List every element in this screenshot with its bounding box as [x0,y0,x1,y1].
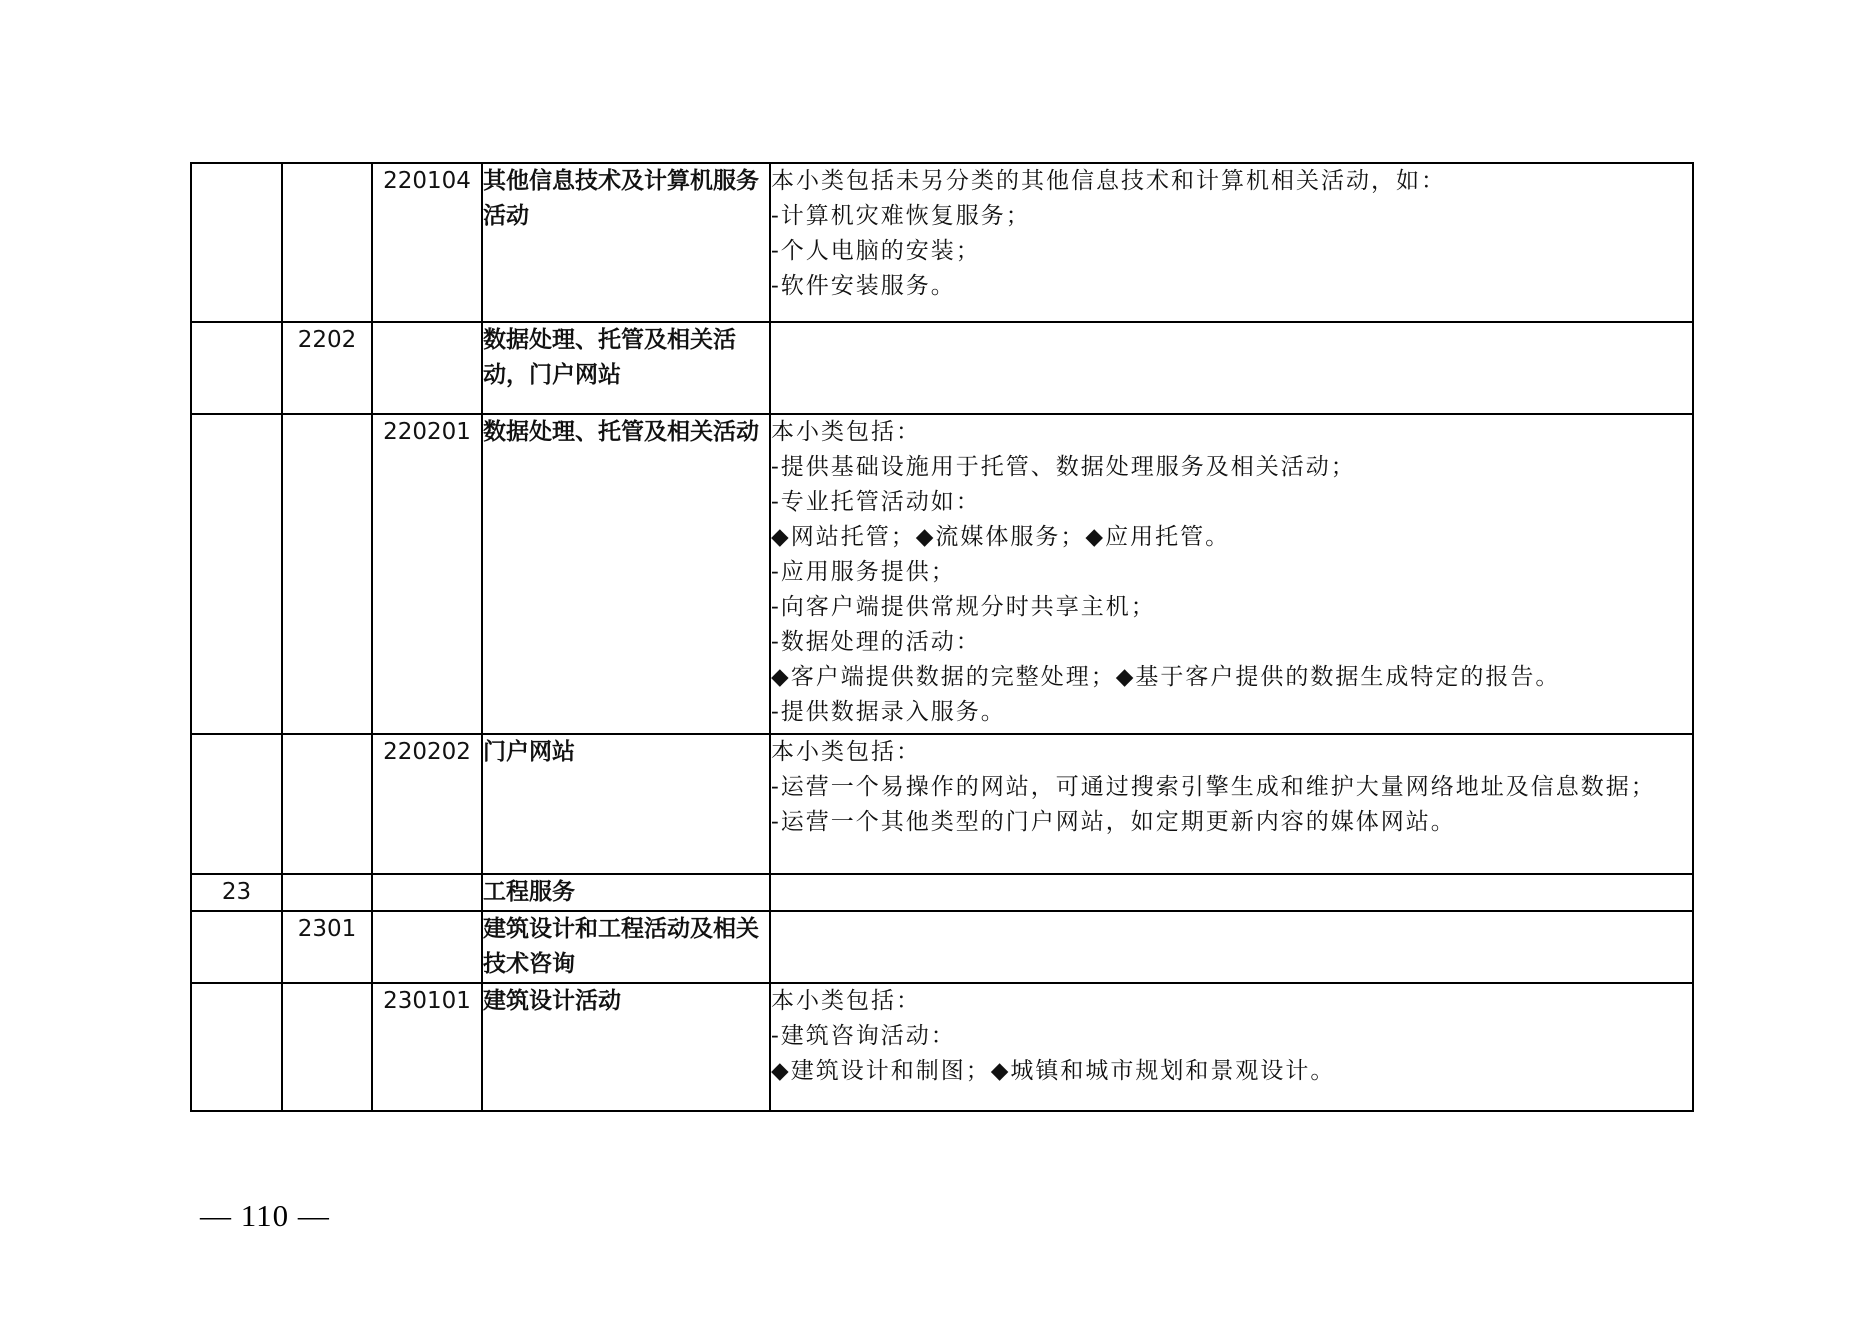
description-line: -运营一个其他类型的门户网站，如定期更新内容的媒体网站。 [771,809,1456,835]
description-cell [770,983,1693,1111]
section-code-cell [191,414,282,734]
description-line: 本小类包括： [771,739,921,765]
description-line: -应用服务提供； [771,559,956,585]
category-name-cell: 建筑设计和工程活动及相关技术咨询 [482,911,770,983]
page-number: — 110 — [200,1198,330,1233]
description-line: 本小类包括： [771,988,921,1014]
description-cell [770,911,1693,983]
description-line: -建筑咨询活动： [771,1023,956,1049]
class-code-cell: 220202 [372,734,482,874]
description-cell [770,414,1693,734]
description-line: -提供基础设施用于托管、数据处理服务及相关活动； [771,454,1356,480]
division-code-cell [282,983,372,1111]
class-code-cell: 230101 [372,983,482,1111]
description-cell [770,163,1693,322]
description-line: ◆建筑设计和制图；◆城镇和城市规划和景观设计。 [771,1058,1336,1084]
division-code-cell [282,734,372,874]
table-body [191,163,1693,1111]
table-row [191,874,1693,911]
category-name-cell: 工程服务 [482,874,770,911]
description-line: -软件安装服务。 [771,273,956,299]
description-line: ◆网站托管；◆流媒体服务；◆应用托管。 [771,524,1231,550]
description-cell [770,322,1693,414]
division-code-cell: 2202 [282,322,372,414]
description-line: -专业托管活动如： [771,489,981,515]
description-cell [770,874,1693,911]
description-line: -计算机灾难恢复服务； [771,203,1031,229]
description-line: -运营一个易操作的网站，可通过搜索引擎生成和维护大量网络地址及信息数据； [771,774,1656,800]
class-code-cell [372,874,482,911]
section-code-cell [191,163,282,322]
division-code-cell [282,163,372,322]
description-cell [770,734,1693,874]
division-code-cell [282,874,372,911]
section-code-cell [191,322,282,414]
section-code-cell [191,734,282,874]
table-row [191,322,1693,414]
description-line: -个人电脑的安装； [771,238,981,264]
division-code-cell: 2301 [282,911,372,983]
category-name-cell: 数据处理、托管及相关活动 [482,414,770,734]
class-code-cell: 220201 [372,414,482,734]
description-line: 本小类包括未另分类的其他信息技术和计算机相关活动，如： [771,168,1446,194]
section-code-cell [191,911,282,983]
table-row [191,163,1693,322]
table-row [191,734,1693,874]
class-code-cell: 220104 [372,163,482,322]
description-line: -提供数据录入服务。 [771,699,1006,725]
category-name-cell: 建筑设计活动 [482,983,770,1111]
classification-table [190,162,1694,1112]
division-code-cell [282,414,372,734]
section-code-cell: 23 [191,874,282,911]
description-line: ◆客户端提供数据的完整处理；◆基于客户提供的数据生成特定的报告。 [771,664,1561,690]
table-row [191,911,1693,983]
class-code-cell [372,911,482,983]
class-code-cell [372,322,482,414]
description-line: -数据处理的活动： [771,629,981,655]
category-name-cell: 数据处理、托管及相关活动，门户网站 [482,322,770,414]
table-row [191,983,1693,1111]
section-code-cell [191,983,282,1111]
description-line: 本小类包括： [771,419,921,445]
description-line: -向客户端提供常规分时共享主机； [771,594,1156,620]
category-name-cell: 其他信息技术及计算机服务活动 [482,163,770,322]
table-row [191,414,1693,734]
category-name-cell: 门户网站 [482,734,770,874]
